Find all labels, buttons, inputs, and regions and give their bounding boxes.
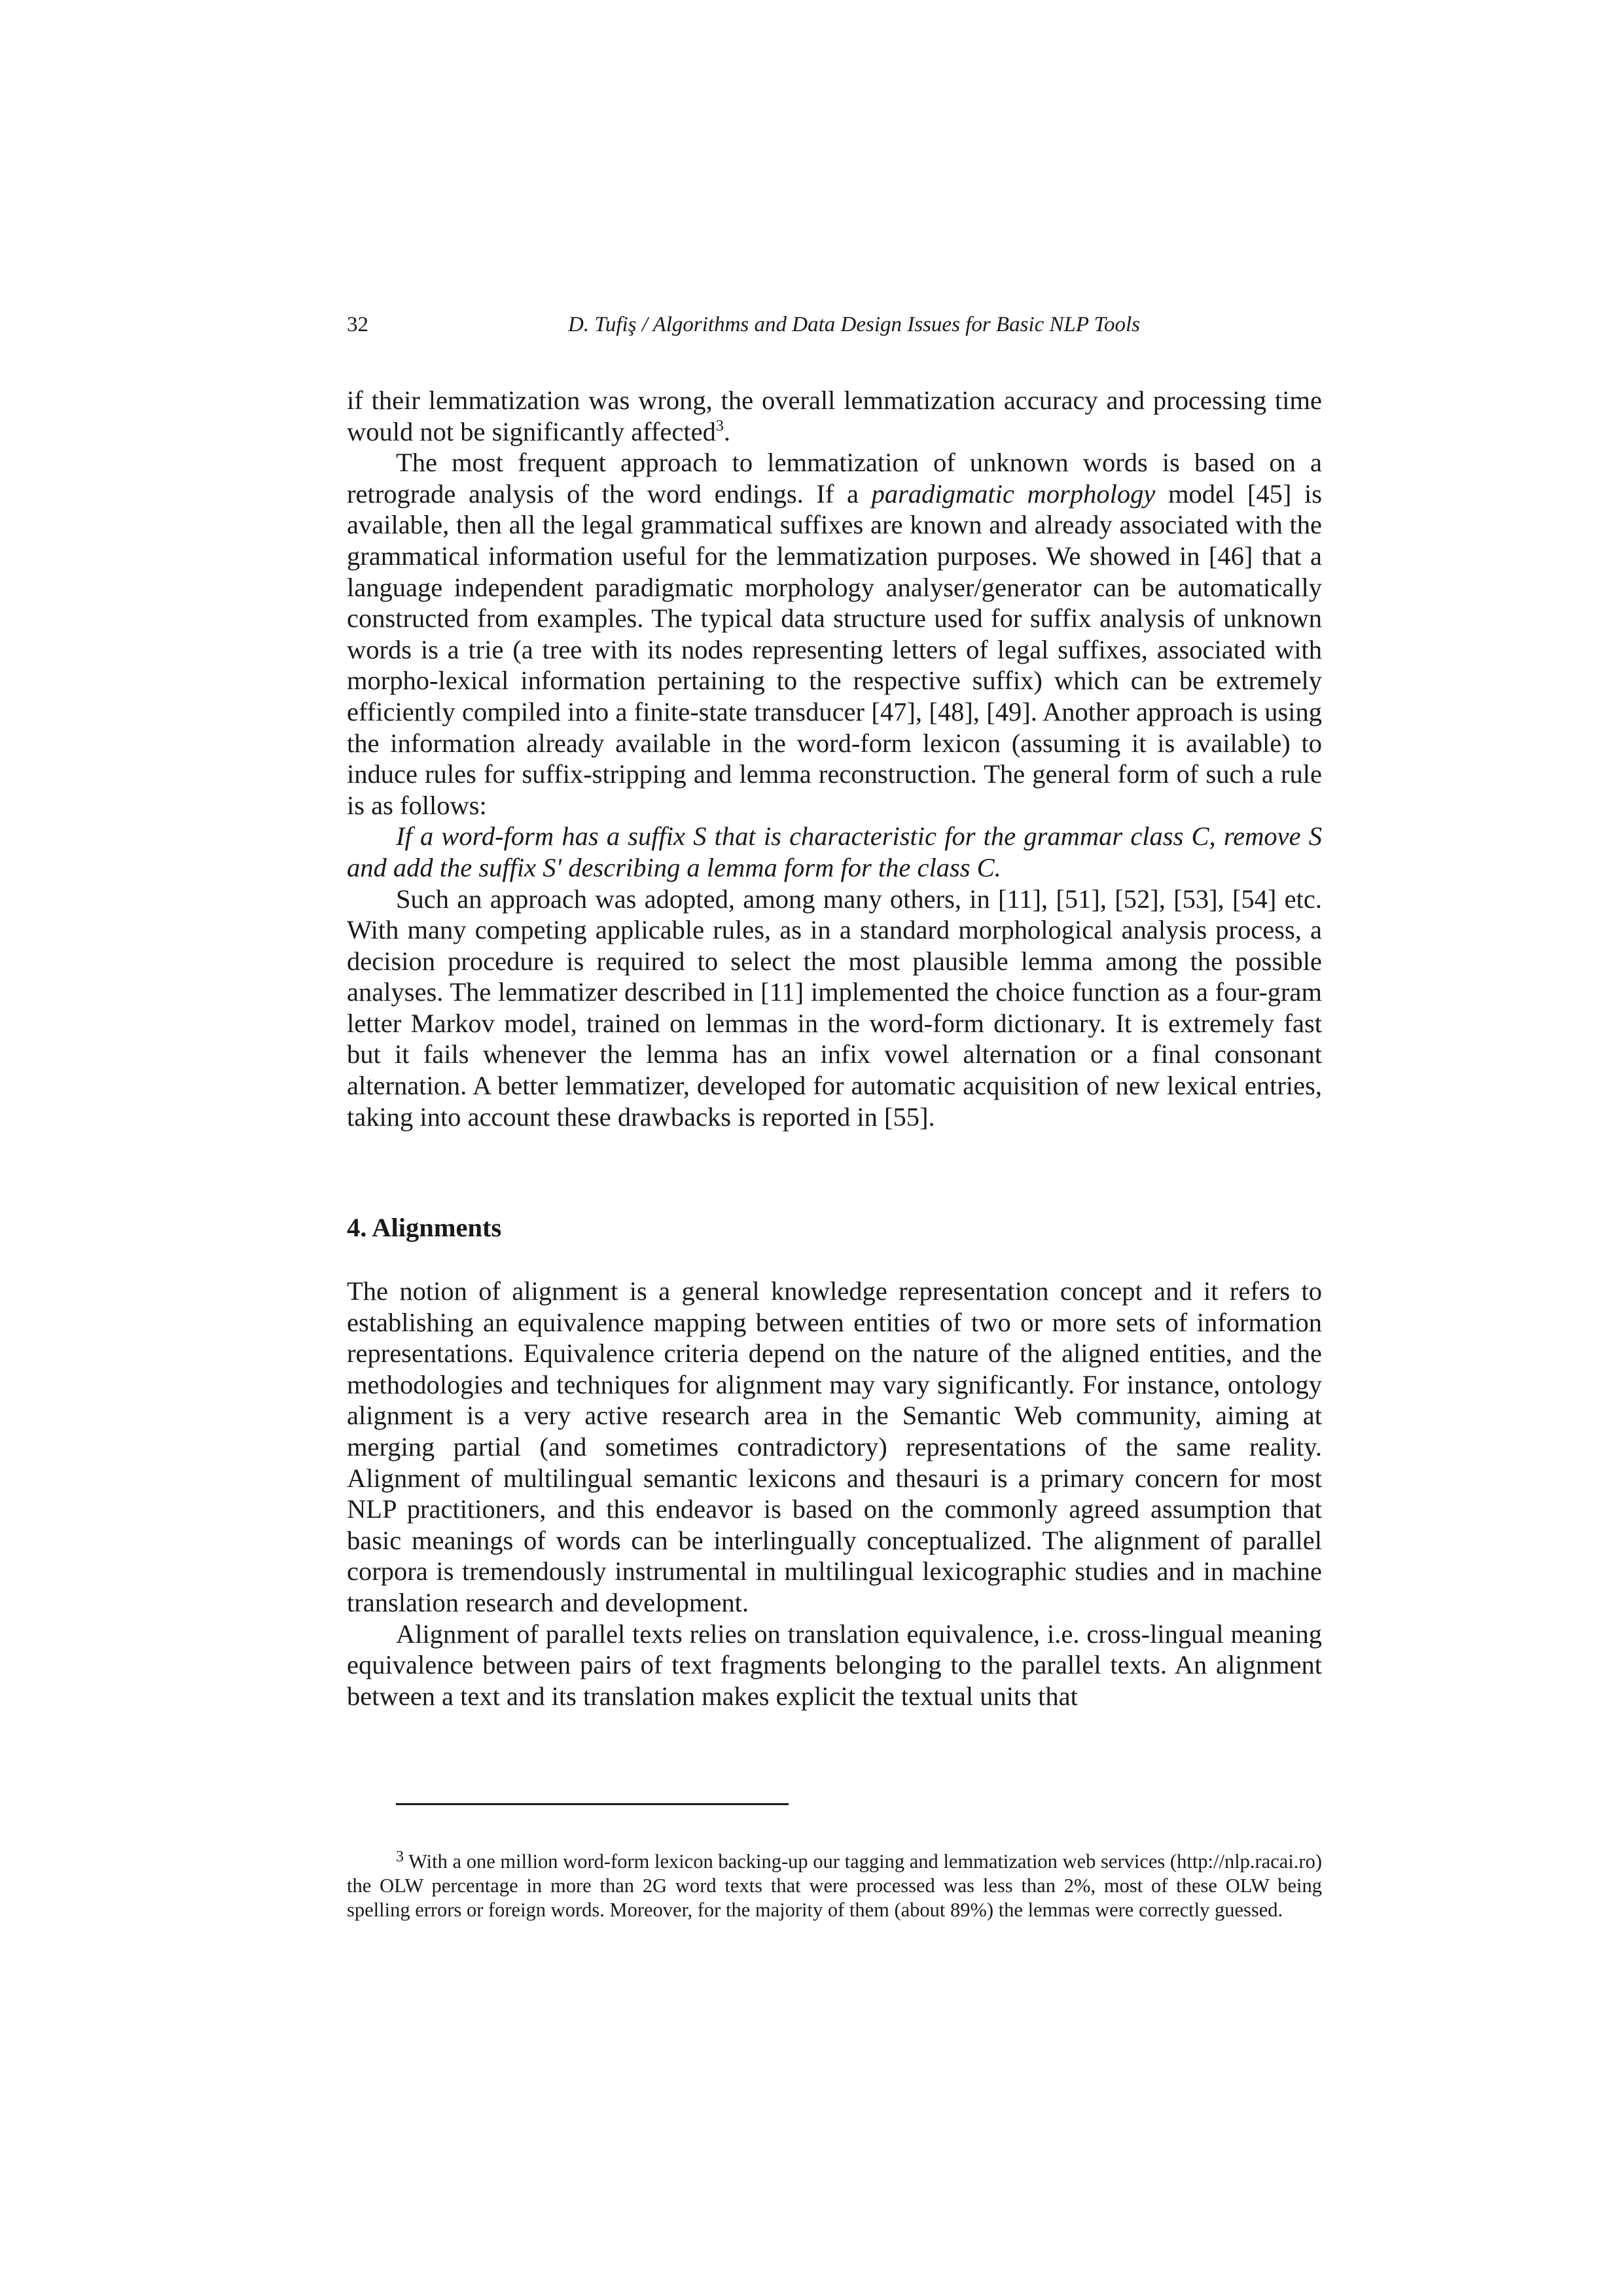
paragraph-alignment-notion: The notion of alignment is a general knowledge representation concept and it refers to establishing an equivalence mapping between entities of two or more sets of information representations. Equivalence criteria depend on the nature of the aligned entities, and the methodologies and techniques for alignment may vary significantly. For instance, ontology alignment is a very active research area in the Semantic Web community, aiming at merging partial (and sometimes contradictory) representations of the same reality. Alignment of multilingual semantic lexicons and thesauri is a primary concern for most NLP practitioners, and this endeavor is based on the commonly agreed assumption that basic meanings of words can be interlingually conceptualized. The alignment of parallel corpora is tremendously instrumental in multilingual lexicographic studies and in machine translation research and development.	[347, 1276, 1322, 1617]
running-head	[347, 313, 1322, 352]
paragraph-lemmatizer: Such an approach was adopted, among many others, in [11], [51], [52], [53], [54] etc. With many competing applicable rules, as in a standard morphological analysis process, a decision procedure is required to select the most plausible lemma among the possible analyses. The lemmatizer described in [11] implemented the choice function as a four-gram letter Markov model, trained on lemmas in the word-form dictionary. It is extremely fast but it fails whenever the lemma has an infix vowel alternation or a final consonant alternation. A better lemmatizer, developed for automatic acquisition of new lexical entries, taking into account these drawbacks is reported in [55].	[347, 884, 1322, 1132]
section-heading: 4. Alignments	[347, 1213, 502, 1242]
footnote	[347, 1850, 1322, 1922]
paragraph-end: .	[723, 416, 730, 446]
paragraph-text: if their lemmatization was wrong, the overall lemmatization accuracy and processing time would not be significantly affected	[347, 386, 1322, 446]
body-upper	[347, 385, 1322, 1132]
paragraph-text: The most frequent approach to lemmatization of unknown words is based on a retrograde analysis of the word endings. If a	[347, 448, 1322, 509]
paragraph-continuation	[347, 385, 1322, 447]
footnote-text: With a one million word-form lexicon backing-up our tagging and lemmatization web services (http://nlp.racai.ro) the OLW percentage in more than 2G word texts that were processed was less than 2%, most of these OLW being spelling errors or foreign words. Moreover, for the majority of them (about 89%) the lemmas were correctly guessed.	[347, 1850, 1322, 1921]
rule-text: If a word-form has a suffix S that is characteristic for the grammar class C, remove S and add the suffix S' describing a lemma form for the class C.	[347, 821, 1322, 882]
page-number: 32	[347, 313, 368, 336]
body-lower	[347, 1276, 1322, 1712]
footnote-reference[interactable]: 3	[715, 417, 724, 435]
emphasis-term: paradigmatic morphology	[871, 478, 1156, 509]
footnote-mark: 3	[396, 1848, 404, 1865]
paragraph-unknown-words	[347, 447, 1322, 821]
running-title: D. Tufiş / Algorithms and Data Design Issues for Basic NLP Tools	[567, 313, 1141, 336]
footnote-divider	[396, 1803, 789, 1805]
paragraph-text: model [45] is available, then all the legal grammatical suffixes are known and already associated with the grammatical information useful for the lemmatization purposes. We showed in [46] that a language independent paradigmatic morphology analyser/generator can be automatically constructed from examples. The typical data structure used for suffix analysis of unknown words is a trie (a tree with its nodes representing letters of legal suffixes, associated with morpho-lexical information pertaining to the respective suffix) which can be extremely efficiently compiled into a finite-state transducer [47], [48], [49]. Another approach is using the information already available in the word-form lexicon (assuming it is available) to induce rules for suffix-stripping and lemma reconstruction. The general form of such a rule is as follows:	[347, 478, 1322, 820]
rule-statement	[347, 821, 1322, 883]
paragraph-parallel-texts: Alignment of parallel texts relies on translation equivalence, i.e. cross-lingual meaning equivalence between pairs of text fragments belonging to the parallel texts. An alignment between a text and its translation makes explicit the textual units that	[347, 1619, 1322, 1711]
